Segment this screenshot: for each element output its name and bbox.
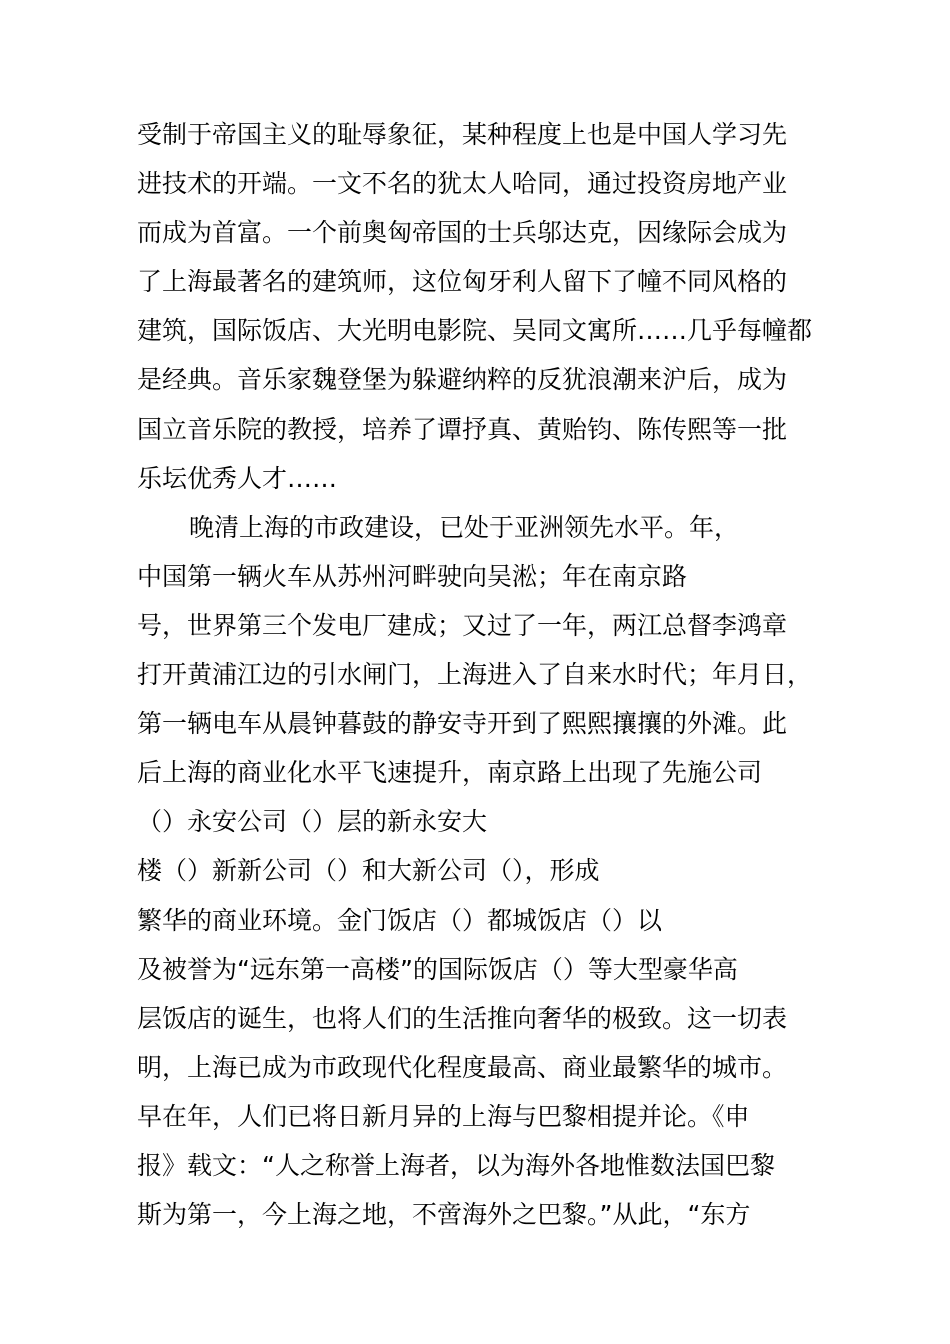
text-line: 斯为第一，今上海之地，不啻海外之巴黎。”从此，“东方 [137,1200,751,1230]
text-line: 中国第一辆火车从苏州河畔驶向吴淞；年在南京路 [137,561,688,591]
body-text [137,110,837,1239]
text-line: 号，世界第三个发电厂建成；又过了一年，两江总督李鸿章 [137,610,788,640]
text-line: 层饭店的诞生，也将人们的生活推向奢华的极致。这一切表 [137,1003,788,1033]
text-line: （）永安公司（）层的新永安大 [137,807,488,837]
text-line: 了上海最著名的建筑师，这位匈牙利人留下了幢不同风格的 [137,267,788,297]
text-line: 繁华的商业环境。金门饭店（）都城饭店（）以 [137,905,663,935]
text-line: 进技术的开端。一文不名的犹太人哈同，通过投资房地产业 [137,169,788,199]
text-line: 打开黄浦江边的引水闸门，上海进入了自来水时代；年月日， [137,660,813,690]
text-line: 受制于帝国主义的耻辱象征，某种程度上也是中国人学习先 [137,120,788,149]
text-line: 报》载文：“人之称誉上海者，以为海外各地惟数法国巴黎 [137,1150,775,1180]
text-line: 建筑，国际饭店、大光明电影院、吴同文寓所……几乎每幢都 [137,316,813,346]
text-line: 早在年，人们已将日新月异的上海与巴黎相提并论。《申 [137,1101,750,1131]
text-line: 而成为首富。一个前奥匈帝国的士兵邬达克，因缘际会成为 [137,218,788,248]
text-line: 后上海的商业化水平飞速提升，南京路上出现了先施公司 [137,758,763,788]
text-line: 第一辆电车从晨钟暮鼓的静安寺开到了熙熙攘攘的外滩。此 [137,709,788,739]
text-line: 是经典。音乐家魏登堡为躲避纳粹的反犹浪潮来沪后，成为 [137,365,788,395]
text-line: 明，上海已成为市政现代化程度最高、商业最繁华的城市。 [137,1052,788,1082]
paragraph-first-line: 晚清上海的市政建设，已处于亚洲领先水平。年， [189,512,740,542]
text-line: 及被誉为“远东第一高楼”的国际饭店（）等大型豪华高 [137,954,738,984]
text-line: 乐坛优秀人才…… [137,463,338,493]
text-line: 楼（）新新公司（）和大新公司（），形成 [137,856,600,886]
text-line: 国立音乐院的教授，培养了谭抒真、黄贻钧、陈传熙等一批 [137,414,788,444]
